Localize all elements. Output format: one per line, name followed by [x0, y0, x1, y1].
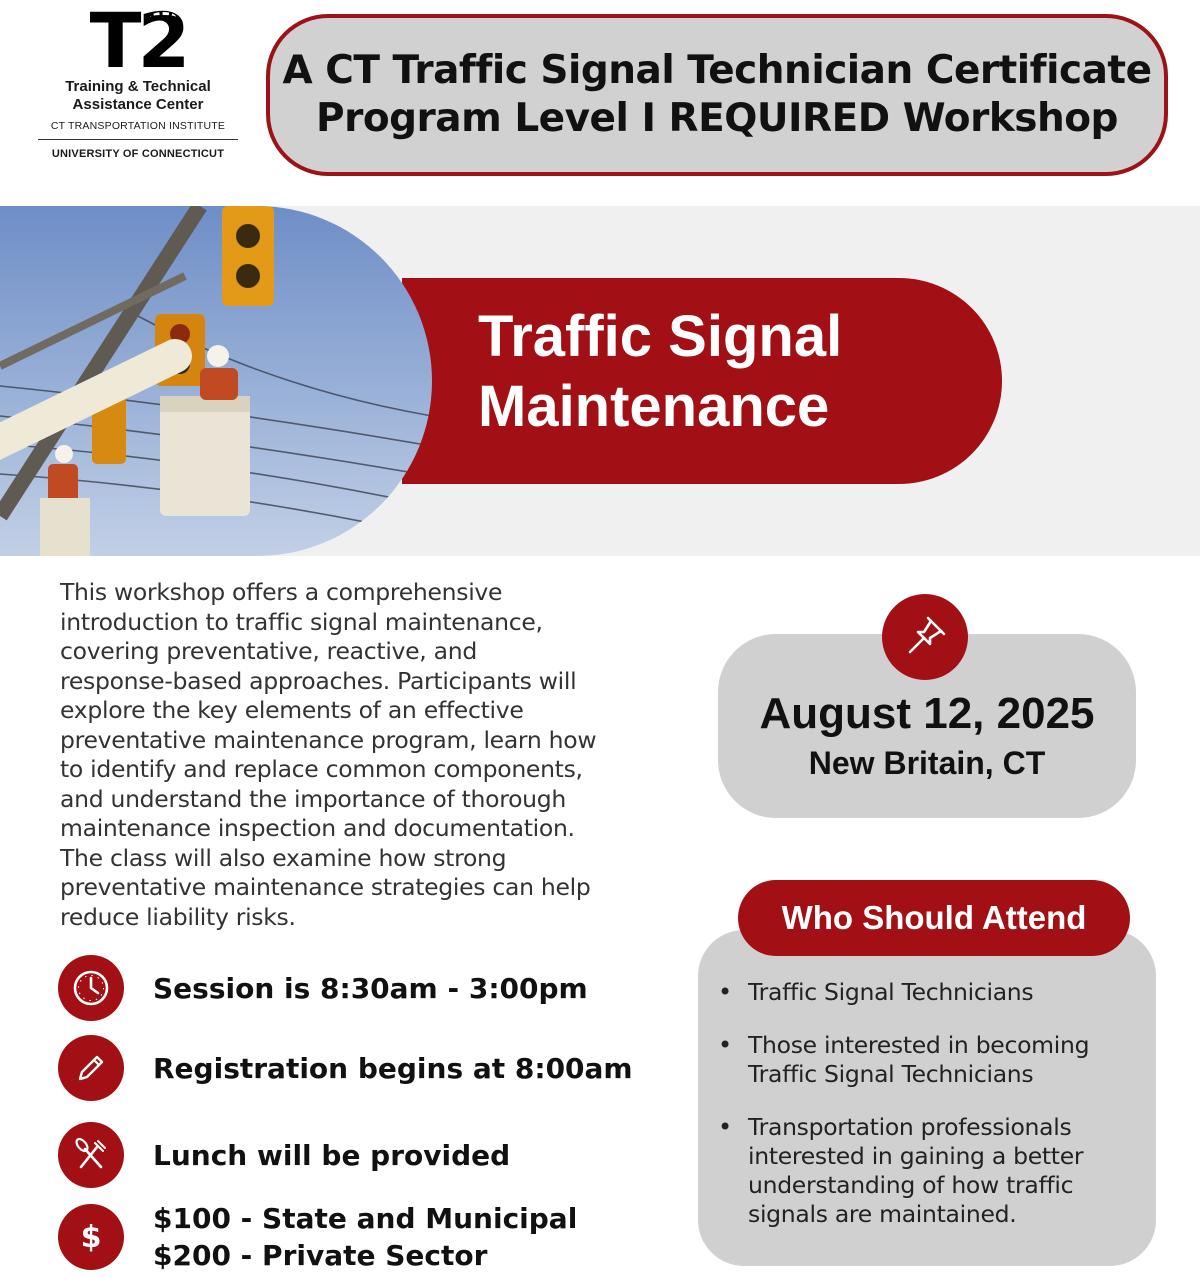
attend-list-item: [716, 978, 1146, 1007]
pricing-state-municipal: $100 - State and Municipal: [153, 1202, 578, 1235]
logo-mark-text: T2: [89, 0, 187, 85]
session-time-label: Session is 8:30am - 3:00pm: [153, 971, 588, 1005]
bucket-truck-photo: [0, 206, 432, 556]
description-line: preventative maintenance program, learn how: [60, 725, 597, 754]
description-line: explore the key elements of an effective: [60, 696, 524, 724]
logo-line2: Assistance Center: [72, 96, 204, 113]
attend-item-line: interested in gaining a better: [748, 1142, 1084, 1170]
description-line: This workshop offers a comprehensive: [60, 578, 503, 606]
event-date: August 12, 2025: [759, 689, 1095, 738]
pencil-icon-glyph: [71, 1048, 111, 1088]
pricing-item: [58, 1200, 577, 1274]
clock-icon-glyph: [71, 968, 111, 1008]
header-title-line1: A CT Traffic Signal Technician Certificate: [282, 48, 1152, 93]
description-line: introduction to traffic signal maintenance,: [60, 607, 543, 636]
t2-logo: [38, 0, 238, 160]
pushpin-icon-glyph: [898, 610, 952, 664]
description-line: maintenance inspection and documentation.: [60, 814, 575, 842]
dollar-icon: [58, 1204, 124, 1270]
registration-label: Registration begins at 8:00am: [153, 1051, 633, 1085]
pricing-text: [153, 1200, 577, 1274]
lunch-item: [58, 1122, 510, 1188]
event-location: New Britain, CT: [808, 745, 1046, 781]
attend-list: [716, 978, 1146, 1253]
registration-item: [58, 1035, 633, 1101]
logo-mark-notch: [150, 12, 176, 22]
banner-photo: [0, 206, 432, 556]
attend-item-line: • Those interested in becoming: [748, 1031, 1090, 1059]
logo-university: UNIVERSITY OF CONNECTICUT: [51, 148, 225, 160]
description-line: preventative maintenance strategies can help: [60, 873, 591, 901]
description-line: to identify and replace common components,: [60, 755, 583, 783]
description-line: The class will also examine how strong: [60, 843, 507, 872]
logo-line1: Training & Technical: [65, 78, 211, 95]
banner-title: [478, 302, 978, 442]
banner-title-line2: Maintenance: [478, 374, 830, 439]
description-line: and understand the importance of thorough: [60, 784, 566, 813]
attend-item-line: understanding of how traffic: [748, 1171, 1074, 1199]
pushpin-icon: [882, 594, 968, 680]
t2-logo-mark: [89, 0, 187, 85]
lunch-label: Lunch will be provided: [153, 1138, 511, 1172]
session-time-text: [153, 970, 588, 1007]
lunch-text: [153, 1137, 510, 1174]
header-title: [282, 47, 1151, 143]
attend-list-item: [716, 1113, 1146, 1229]
dollar-icon-glyph: [71, 1217, 111, 1257]
utensils-icon-glyph: [71, 1135, 111, 1175]
description-line: reduce liability risks.: [60, 902, 296, 931]
clock-icon: [58, 955, 124, 1021]
attend-item-line: Traffic Signal Technicians: [748, 1060, 1034, 1088]
attend-item-line: signals are maintained.: [748, 1200, 1017, 1228]
svg-text:$: $: [80, 1220, 102, 1255]
registration-text: [153, 1050, 633, 1087]
description-line: response-based approaches. Participants will: [60, 666, 577, 695]
attend-list-item: [716, 1031, 1146, 1089]
logo-institute: CT TRANSPORTATION INSTITUTE: [38, 120, 238, 140]
utensils-icon: [58, 1122, 124, 1188]
banner-title-line1: Traffic Signal: [478, 304, 843, 369]
description-line: covering preventative, reactive, and: [60, 637, 477, 665]
workshop-description: [60, 578, 690, 932]
header-title-line2: Program Level I REQUIRED Workshop: [316, 96, 1118, 141]
pricing-private-sector: $200 - Private Sector: [153, 1239, 488, 1272]
session-time-item: [58, 955, 588, 1021]
attend-item-line: • Transportation professionals: [748, 1113, 1072, 1141]
attend-heading: Who Should Attend: [738, 880, 1130, 956]
attend-item-line: • Traffic Signal Technicians: [748, 978, 1034, 1006]
pencil-icon: [58, 1035, 124, 1101]
header-title-box: [266, 14, 1168, 176]
